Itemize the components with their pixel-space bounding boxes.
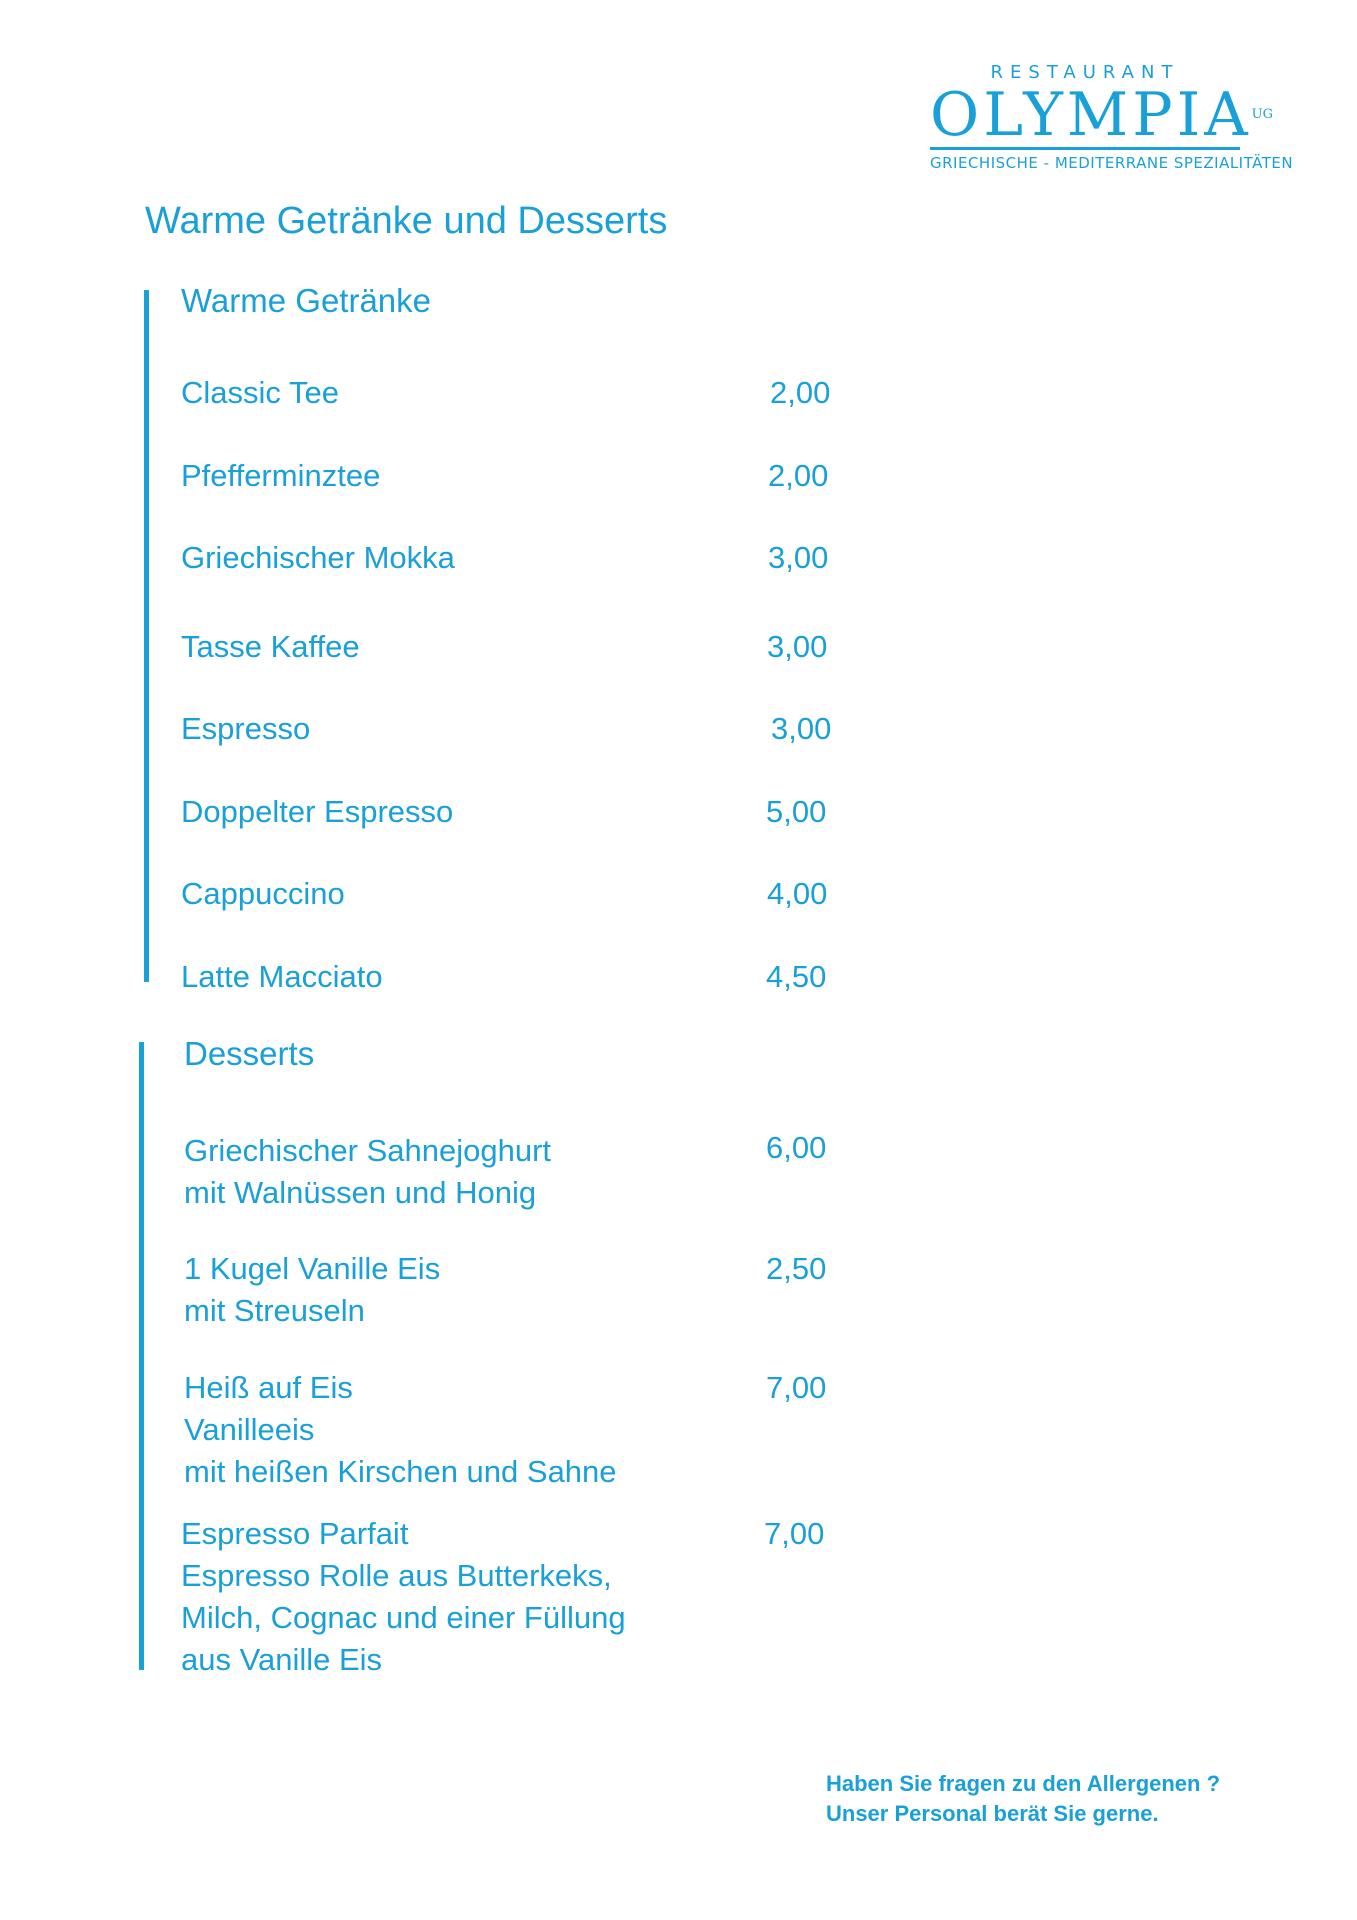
menu-item-price: 4,50	[766, 959, 827, 994]
menu-item-name: Pfefferminztee	[181, 458, 381, 493]
allergen-note-line1: Haben Sie fragen zu den Allergenen ?	[826, 1771, 1221, 1796]
menu-item-price: 2,00	[768, 458, 829, 493]
menu-item-name: Griechischer Sahnejoghurt mit Walnüssen und Honig	[184, 1133, 552, 1210]
menu-item-price: 2,00	[770, 375, 831, 410]
menu-item-price: 3,00	[767, 629, 828, 664]
logo-name: OLYMPIAUG	[930, 80, 1273, 150]
logo-suffix: UG	[1251, 107, 1273, 122]
logo-subtitle: GRIECHISCHE - MEDITERRANE SPEZIALITÄTEN	[930, 154, 1294, 172]
section-bar-warm-drinks	[144, 290, 149, 982]
section-title-warm-drinks: Warme Getränke	[181, 282, 432, 319]
menu-item-name: Cappuccino	[181, 876, 345, 911]
logo-top-text: RESTAURANT	[990, 62, 1180, 83]
menu-item-price: 7,00	[764, 1516, 825, 1551]
menu-item-price: 7,00	[766, 1370, 827, 1405]
menu-item-price: 3,00	[771, 711, 832, 746]
menu-item-price: 4,00	[767, 876, 828, 911]
allergen-note	[826, 1769, 1220, 1829]
menu-item-name: Griechischer Mokka	[181, 540, 455, 575]
menu-item-name: Heiß auf Eis Vanilleeis mit heißen Kirschen und Sahne	[184, 1370, 617, 1489]
menu-item-price: 2,50	[766, 1251, 827, 1286]
menu-item-price: 3,00	[768, 540, 829, 575]
menu-item-price: 5,00	[766, 794, 827, 829]
section-bar-desserts	[139, 1042, 144, 1670]
menu-item-price: 6,00	[766, 1130, 827, 1165]
menu-item-name: Espresso	[181, 711, 311, 746]
menu-item-name: 1 Kugel Vanille Eis mit Streuseln	[184, 1251, 441, 1328]
menu-item-name: Classic Tee	[181, 375, 339, 410]
allergen-note-line2: Unser Personal berät Sie gerne.	[826, 1801, 1159, 1826]
page-title: Warme Getränke und Desserts	[145, 200, 668, 242]
menu-item-name: Tasse Kaffee	[181, 629, 360, 664]
restaurant-logo	[930, 62, 1294, 172]
menu-item-name: Espresso Parfait Espresso Rolle aus Butterkeks, Milch, Cognac und einer Füllung aus Vanille Eis	[181, 1516, 626, 1677]
menu-item-name: Doppelter Espresso	[181, 794, 454, 829]
section-title-desserts: Desserts	[184, 1035, 315, 1072]
menu-item-name: Latte Macciato	[181, 959, 383, 994]
